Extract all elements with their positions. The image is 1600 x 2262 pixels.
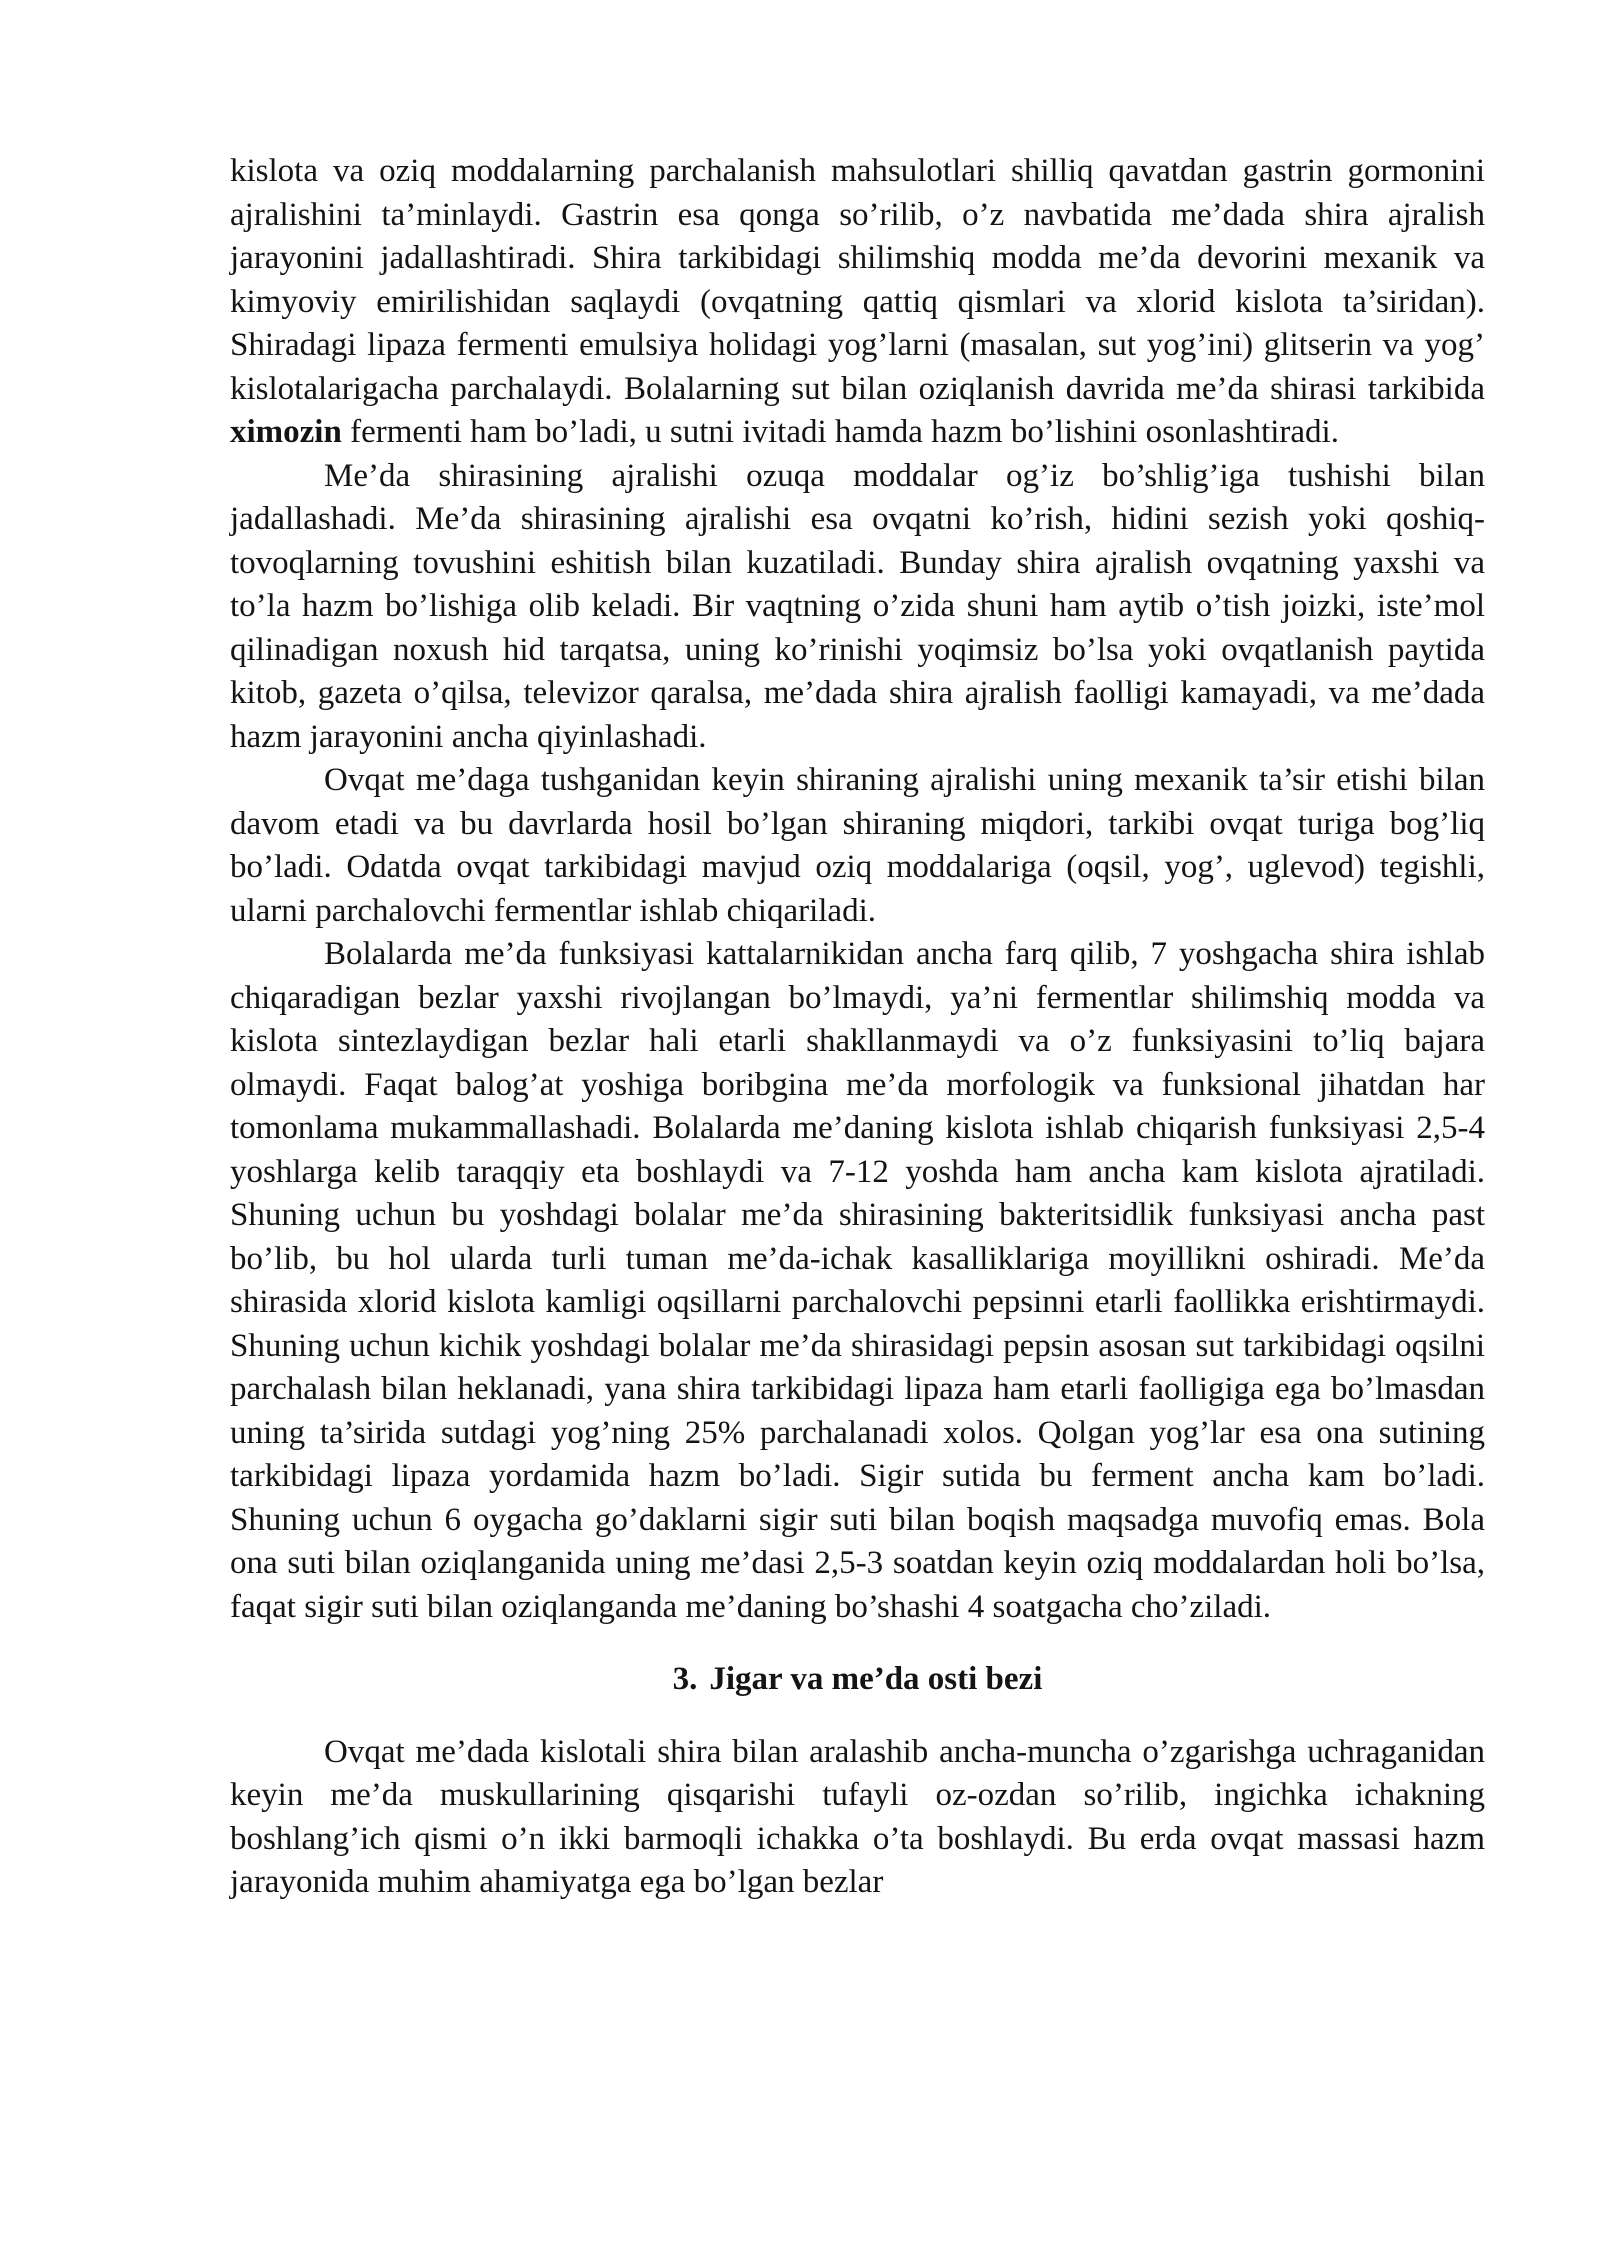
paragraph-children-stomach: Bolalarda me’da funksiyasi kattalarnikidan ancha farq qilib, 7 yoshgacha shira ishlab chiqaradigan bezlar yaxshi rivojlangan bo’lmaydi, ya’ni fermentlar shilimshiq modda va kislota sintezlaydigan bezlar hali etarli shakllanmaydi va o’z funksiyasini to’liq bajara olmaydi. Faqat balog’at yoshiga boribgina me’da morfologik va funksional jihatdan har tomonlama mukammallashadi. Bolalarda me’daning kislota ishlab chiqarish funksiyasi 2,5-4 yoshlarga kelib taraqqiy eta boshlaydi va 7-12 yoshda ham ancha kam kislota ajratiladi. Shuning uchun bu yoshdagi bolalar me’da shirasining bakteritsidlik funksiyasi ancha past bo’lib, bu hol ularda turli tuman me’da-ichak kasalliklariga moyillikni oshiradi. Me’da shirasida xlorid kislota kamligi oqsillarni parchalovchi pepsinni etarli faollikka erishtirmaydi. Shuning uchun kichik yoshdagi bolalar me’da shirasidagi pepsin asosan sut tarkibidagi oqsilni parchalash bilan heklanadi, yana shira tarkibidagi lipaza ham etarli faolligiga ega bo’lmasdan uning ta’sirida sutdagi yog’ning 25% parchalanadi xolos. Qolgan yog’lar esa ona sutining tarkibidagi lipaza yordamida hazm bo’ladi. Sigir sutida bu ferment ancha kam bo’ladi. Shuning uchun 6 oygacha go’daklarni sigir suti bilan boqish maqsadga muvofiq emas. Bola ona suti bilan oziqlanganida uning me’dasi 2,5-3 soatdan keyin oziq moddalardan holi bo’lsa, faqat sigir suti bilan oziqlanganda me’daning bo’shashi 4 soatgacha cho’ziladi. [230, 936, 1485, 1625]
section-heading [230, 1658, 1485, 1702]
section-number: 3. [672, 1661, 698, 1697]
paragraph-text: fermenti ham bo’ladi, u sutni ivitadi hamda hazm bo’lishini osonlashtiradi. [341, 414, 1339, 450]
document-page [230, 150, 1485, 1905]
paragraph-text: kislota va oziq moddalarning parchalanish mahsulotlari shilliq qavatdan gastrin gormonini ajralishini ta’minlaydi. Gastrin esa qonga so’rilib, o’z navbatida me’dada shira ajralish jarayonini jadallashtiradi. Shira tarkibidagi shilimshiq modda me’da devorini mexanik va kimyoviy emirilishidan saqlaydi (ovqatning qattiq qismlari va xlorid kislota ta’siridan). Shiradagi lipaza fermenti emulsiya holidagi yog’larni (masalan, sut yog’ini) glitserin va yog’ kislotalarigacha parchalaydi. Bolalarning sut bilan oziqlanish davrida me’da shirasi tarkibida [230, 153, 1485, 407]
paragraph-duodenum: Ovqat me’dada kislotali shira bilan aralashib ancha-muncha o’zgarishga uchraganidan keyin me’da muskullarining qisqarishi tufayli oz-ozdan so’rilib, ingichka ichakning boshlang’ich qismi o’n ikki barmoqli ichakka o’ta boshlaydi. Bu erda ovqat massasi hazm jarayonida muhim ahamiyatga ega bo’lgan bezlar [230, 1733, 1485, 1900]
paragraph-secretion: Me’da shirasining ajralishi ozuqa moddalar og’iz bo’shlig’iga tushishi bilan jadallashadi. Me’da shirasining ajralishi esa ovqatni ko’rish, hidini sezish yoki qoshiq-tovoqlarning tovushini eshitish bilan kuzatiladi. Bunday shira ajralish ovqatning yaxshi va to’la hazm bo’lishiga olib keladi. Bir vaqtning o’zida shuni ham aytib o’tish joizki, iste’mol qilinadigan noxush hid tarqatsa, uning ko’rinishi yoqimsiz bo’lsa yoki ovqatlanish paytida kitob, gazeta o’qilsa, televizor qaralsa, me’dada shira ajralish faolligi kamayadi, va me’dada hazm jarayonini ancha qiyinlashadi. [230, 457, 1485, 755]
paragraph-food-in-stomach: Ovqat me’daga tushganidan keyin shiraning ajralishi uning mexanik ta’sir etishi bilan davom etadi va bu davrlarda hosil bo’lgan shiraning miqdori, tarkibi ovqat turiga bog’liq bo’ladi. Odatda ovqat tarkibidagi mavjud oziq moddalariga (oqsil, yog’, uglevod) tegishli, ularni parchalovchi fermentlar ishlab chiqariladi. [230, 762, 1485, 929]
bold-term-ximozin: ximozin [230, 414, 342, 450]
paragraph-gastric-juice [230, 150, 1485, 455]
section-title: Jigar va me’da osti bezi [709, 1661, 1043, 1697]
